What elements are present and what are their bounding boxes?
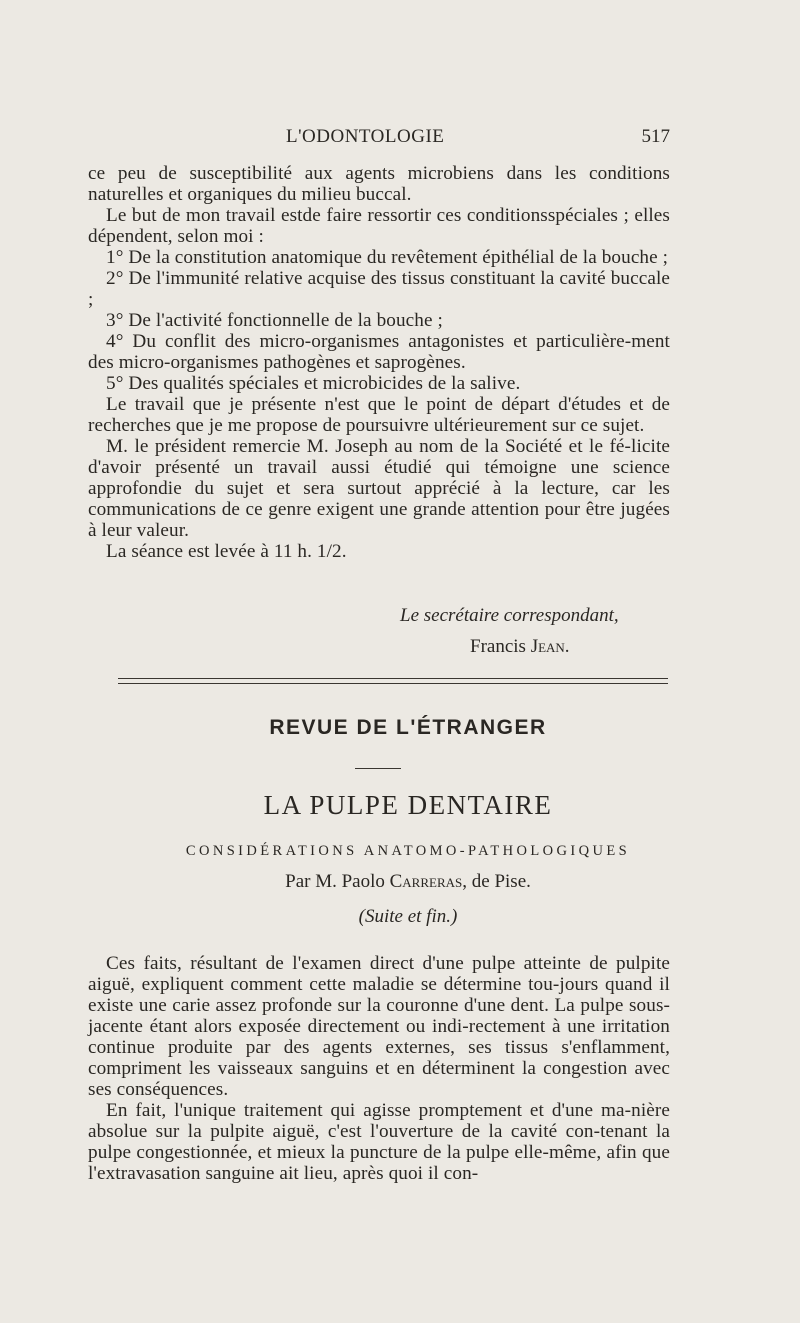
paragraph: 3° De l'activité fonctionnelle de la bouche ;: [106, 310, 443, 331]
author-name: Carreras: [389, 871, 463, 892]
page-number: 517: [641, 126, 670, 147]
author-suffix: , de Pise.: [462, 871, 531, 892]
continuation-note: (Suite et fin.): [358, 906, 458, 927]
double-rule-top: [118, 678, 668, 679]
paragraph: M. le président remercie M. Joseph au nom de la Société et le fé-licite d'avoir présenté un travail aussi étudié qui témoigne une science approfondie du sujet et sera surtout apprécié à la lecture, car les communications de ce genre exigent une grande attention pour être jugées à leur valeur.: [88, 436, 670, 541]
paragraph: 1° De la constitution anatomique du revêtement épithélial de la bouche ;: [106, 247, 669, 268]
heading-divider: [355, 768, 401, 769]
paragraph: 5° Des qualités spéciales et microbicides de la salive.: [106, 373, 521, 394]
signature-name: [470, 636, 570, 658]
article-author: [88, 871, 728, 893]
paragraph: En fait, l'unique traitement qui agisse promptement et d'une ma-nière absolue sur la pulpite aiguë, c'est l'ouverture de la cavité con-tenant la pulpe congestionnée, et mieux la puncture de la pulpe elle-même, afin que l'extravasation sanguine ait lieu, après quoi il con-: [88, 1100, 670, 1184]
paragraph: 4° Du conflit des micro-organismes antagonistes et particulière-ment des micro-organismes pathogènes et saprogènes.: [88, 331, 670, 373]
article-title: LA PULPE DENTAIRE: [263, 790, 553, 820]
paragraph: La séance est levée à 11 h. 1/2.: [106, 541, 347, 562]
running-header: [88, 126, 670, 154]
paragraph: Le travail que je présente n'est que le point de départ d'études et de recherches que je me propose de poursuivre ultérieurement sur ce sujet.: [88, 394, 670, 436]
signature-role: Le secrétaire correspondant,: [400, 605, 619, 626]
bottom-text-block: [88, 953, 670, 1184]
paragraph: ce peu de susceptibilité aux agents microbiens dans les conditions naturelles et organiques du milieu buccal.: [88, 163, 670, 205]
section-heading: REVUE DE L'ÉTRANGER: [269, 716, 547, 739]
paragraph: 2° De l'immunité relative acquise des tissus constituant la cavité buccale ;: [88, 268, 670, 310]
signature-first-name: Francis: [470, 636, 531, 657]
double-rule-bottom: [118, 683, 668, 684]
article-subtitle: CONSIDÉRATIONS ANATOMO-PATHOLOGIQUES: [185, 843, 631, 859]
paragraph: Ces faits, résultant de l'examen direct d'une pulpe atteinte de pulpite aiguë, expliquent comment cette maladie se détermine tou-jours quand il existe une carie assez profonde sur la couronne d'une dent. La pulpe sous-jacente étant alors exposée directement ou indi-rectement à une irritation continue produite par des agents externes, ses tissus s'enflamment, compriment les vaisseaux sanguins et en déterminent la congestion avec ses conséquences.: [88, 953, 670, 1100]
top-text-block: [88, 163, 670, 562]
paragraph: Le but de mon travail estde faire ressortir ces conditionsspéciales ; elles dépendent, selon moi :: [88, 205, 670, 247]
author-prefix: Par M. Paolo: [285, 871, 390, 892]
signature-last-name: Jean.: [530, 636, 570, 657]
journal-title: L'ODONTOLOGIE: [286, 126, 445, 147]
